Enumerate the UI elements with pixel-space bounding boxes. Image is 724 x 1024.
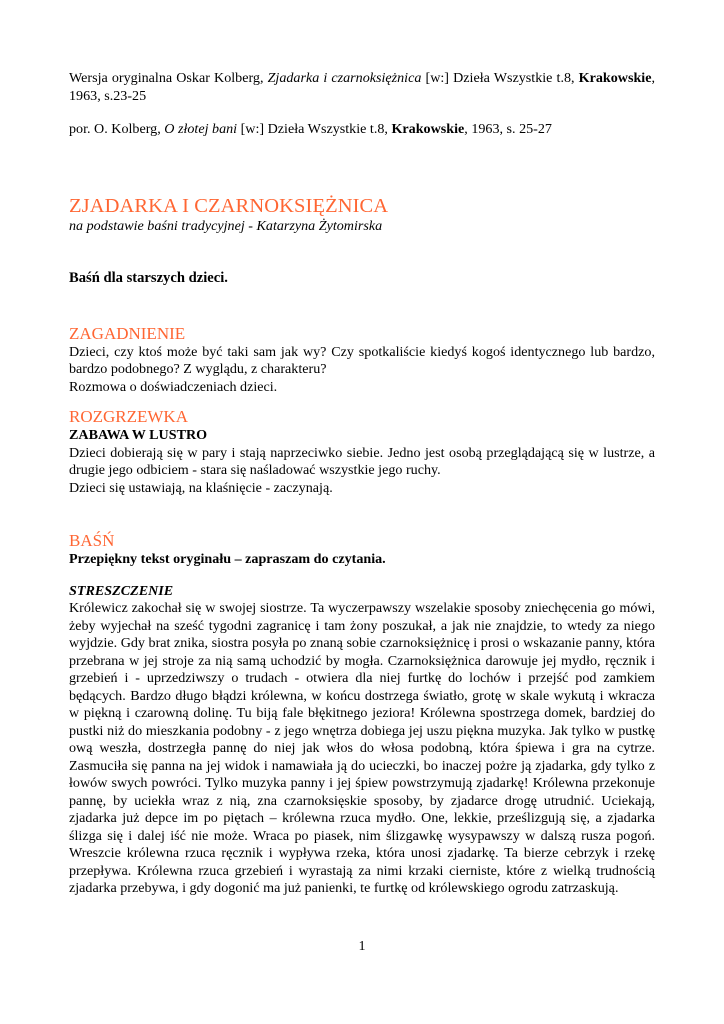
reference-original (69, 70, 655, 105)
rozgrzewka-text: Dzieci dobierają się w pary i stają naprzeciwko siebie. Jedno jest osobą przeglądającą się w lustrze, a drugie jego odbiciem - stara się naśladować wszystkie jego ruchy. (69, 444, 655, 478)
zagadnienie-text: Dzieci, czy ktoś może być taki sam jak wy? Czy spotkaliście kiedyś kogoś identycznego lub bardzo, bardzo podobnego? Z wyglądu, z charakteru? (69, 343, 655, 377)
reference-related (69, 121, 655, 139)
document-page (69, 70, 655, 898)
basn-subheading: Przepiękny tekst oryginału – zapraszam do czytania. (69, 551, 386, 567)
reference-text: [w:] Dzieła Wszystkie t.8, (421, 70, 579, 86)
audience-note: Baśń dla starszych dzieci. (69, 270, 228, 286)
section-heading-basn: BAŚŃ (69, 531, 115, 550)
reference-title: O złotej bani (164, 121, 238, 137)
section-heading-rozgrzewka: ROZGRZEWKA (69, 407, 188, 426)
reference-text: Wersja oryginalna Oskar Kolberg, (69, 70, 268, 86)
story-subtitle: na podstawie baśni tradycyjnej - Katarzyna Żytomirska (69, 217, 383, 234)
story-title: ZJADARKA I CZARNOKSIĘŻNICA (69, 194, 389, 217)
reference-text: por. O. Kolberg, (69, 121, 165, 137)
reference-text: , 1963, s. 25-27 (464, 121, 552, 137)
page-number: 1 (358, 938, 366, 954)
section-heading-zagadnienie: ZAGADNIENIE (69, 323, 186, 343)
rozgrzewka-note: Dzieci się ustawiają, na klaśnięcie - zaczynają. (69, 479, 333, 496)
reference-publisher: Krakowskie (578, 70, 652, 86)
summary-text: Królewicz zakochał się w swojej siostrze. Ta wyczerpawszy wszelakie sposoby zniechęcenia go mówi, żeby wyjechał na sześć tygodni zagranicę i tam żony poszukał, a jak nie znajdzie, to wtedy za niego wyjdzie. Gdy brat znika, siostra posyła po znaną sobie czarnoksiężnicę i prosi o wskazanie panny, która przebrana w jej stroje za nią samą uchodzić by mogła. Czarnoksiężnica darowuje jej mydło, ręcznik i grzebień i - uprzedziwszy o trudach - otwiera dla niej furtkę do lochów i przejść pod zamkiem będących. Bardzo długo błądzi królewna, w końcu dostrzega światło, grotę w skale wykutą i wkracza w piękną i czarowną dolinę. Tu biją fale błękitnego jeziora! Królewna spostrzega domek, bardziej do pustki niż do mieszkania podobny - z jego wnętrza dobiega jej uszu piękna muzyka. Jak tylko w pustkę ową weszła, dostrzegła pannę do niej jak włos do włosa podobną, która śpiewa i gra na cytrze. Zasmuciła się panna na jej widok i namawiała ją do ucieczki, bo inaczej pożre ją zjadarka, gdy tylko z łowów swych powróci. Tylko muzyka panny i jej śpiew powstrzymują zjadarkę! Królewna przekonuje pannę, by uciekła wraz z nią, zna czarnoksięskie sposoby, by zjadarce drogę utrudnić. Uciekają, zjadarka już depce im po piętach – królewna rzuca mydło. One, lekkie, prześlizgują się, a zjadarka ślizga się i dalej iść nie może. Wraca po piasek, nim ślizgawkę wysypawszy w dalszą rusza pogoń. Wreszcie królewna rzuca ręcznik i wypływa rzeka, która unosi zjadarkę. Ta bierze cebrzyk i rzekę przepływa. Królewna rzuca grzebień i wyrastają za nimi krzaki cierniste, które z wielką trudnością zjadarka przebywa, i gdy dogonić ma już panienki, te furtkę od królewskiego ogrodu zatrzaskują. (69, 600, 655, 896)
reference-text: [w:] Dzieła Wszystkie t.8, (237, 121, 392, 137)
rozgrzewka-subheading: ZABAWA W LUSTRO (69, 427, 208, 443)
reference-title: Zjadarka i czarnoksiężnica (267, 70, 422, 86)
reference-publisher: Krakowskie (391, 121, 465, 137)
summary-heading: STRESZCZENIE (69, 582, 174, 599)
reference-text: , 1963, s.23-25 (69, 70, 655, 104)
zagadnienie-note: Rozmowa o doświadczeniach dzieci. (69, 378, 278, 395)
